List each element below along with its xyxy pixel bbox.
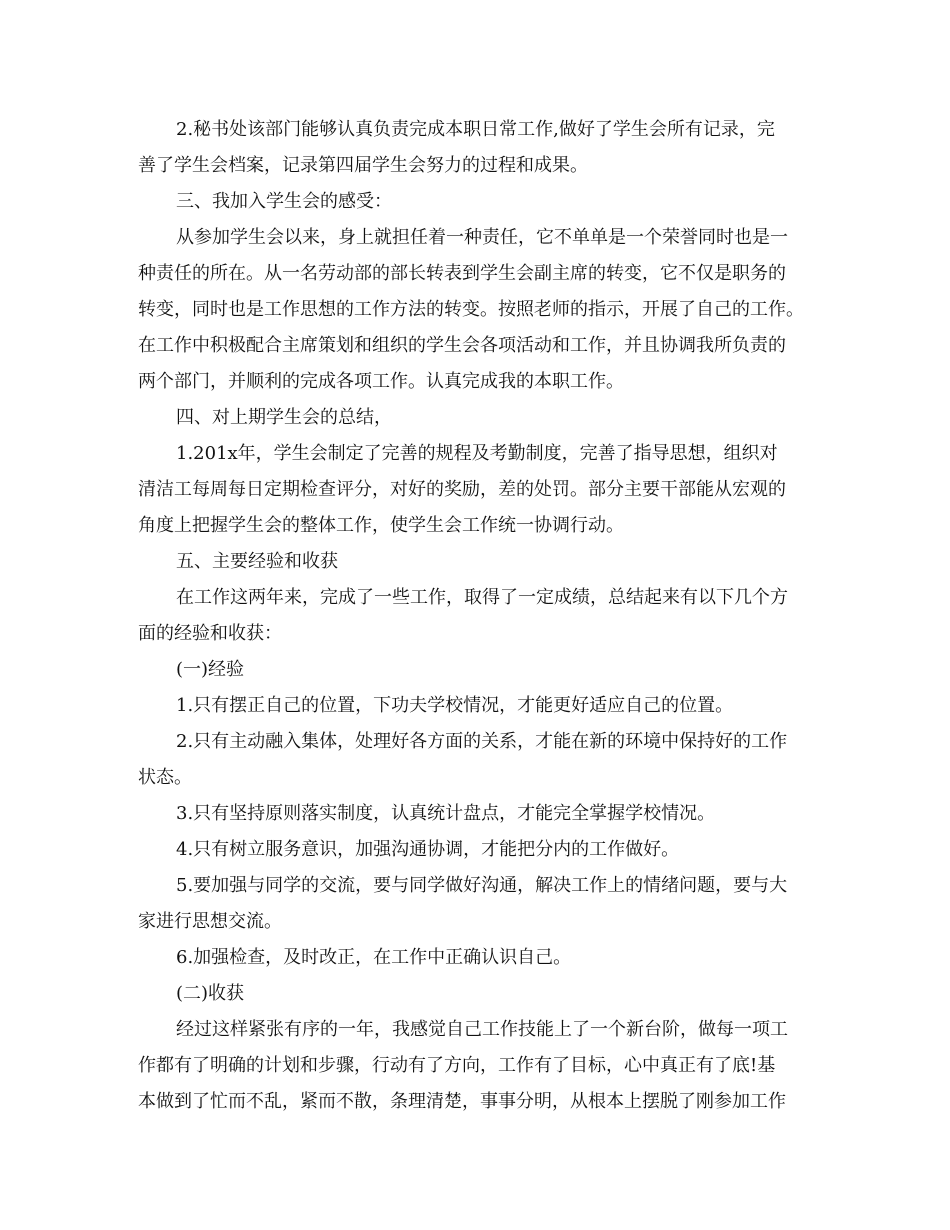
text-line: 作都有了明确的计划和步骤，行动有了方向，工作有了目标，心中真正有了底!基 xyxy=(138,1055,776,1076)
text-line: 转变，同时也是工作思想的工作方法的转变。按照老师的指示，开展了自己的工作。 xyxy=(138,299,804,320)
text-line: 在工作这两年来，完成了一些工作，取得了一定成绩，总结起来有以下几个方 xyxy=(176,587,788,608)
text-line: 家进行思想交流。 xyxy=(138,911,282,932)
text-line: 从参加学生会以来，身上就担任着一种责任，它不单单是一个荣誉同时也是一 xyxy=(176,227,788,248)
text-line: 种责任的所在。从一名劳动部的部长转表到学生会副主席的转变，它不仅是职务的 xyxy=(138,263,786,284)
text-line: 角度上把握学生会的整体工作，使学生会工作统一协调行动。 xyxy=(138,515,624,536)
list-item: 5.要加强与同学的交流，要与同学做好沟通，解决工作上的情绪问题，要与大 xyxy=(176,875,788,896)
text-line: 2.秘书处该部门能够认真负责完成本职日常工作,做好了学生会所有记录，完 xyxy=(176,119,775,140)
text-line: 清洁工每周每日定期检查评分，对好的奖励，差的处罚。部分主要干部能从宏观的 xyxy=(138,479,786,500)
text-line: 在工作中积极配合主席策划和组织的学生会各项活动和工作，并且协调我所负责的 xyxy=(138,335,786,356)
text-line: 善了学生会档案，记录第四届学生会努力的过程和成果。 xyxy=(138,155,588,176)
section-heading: 三、我加入学生会的感受： xyxy=(176,191,392,212)
text-line: 两个部门，并顺利的完成各项工作。认真完成我的本职工作。 xyxy=(138,371,624,392)
list-item: 2.只有主动融入集体，处理好各方面的关系，才能在新的环境中保持好的工作 xyxy=(176,731,788,752)
subsection-heading: (二)收获 xyxy=(176,983,245,1004)
text-line: 1.201x年，学生会制定了完善的规程及考勤制度，完善了指导思想，组织对 xyxy=(176,443,778,464)
list-item: 3.只有坚持原则落实制度，认真统计盘点，才能完全掌握学校情况。 xyxy=(176,803,716,824)
subsection-heading: (一)经验 xyxy=(176,659,245,680)
section-heading: 四、对上期学生会的总结， xyxy=(176,407,392,428)
list-item: 6.加强检查，及时改正，在工作中正确认识自己。 xyxy=(176,947,572,968)
list-item: 4.只有树立服务意识，加强沟通协调，才能把分内的工作做好。 xyxy=(176,839,680,860)
text-line: 经过这样紧张有序的一年，我感觉自己工作技能上了一个新台阶，做每一项工 xyxy=(176,1019,788,1040)
list-item: 1.只有摆正自己的位置，下功夫学校情况，才能更好适应自己的位置。 xyxy=(176,695,734,716)
section-heading: 五、主要经验和收获 xyxy=(176,551,338,572)
text-line: 面的经验和收获： xyxy=(138,623,282,644)
text-line: 本做到了忙而不乱，紧而不散，条理清楚，事事分明，从根本上摆脱了刚参加工作 xyxy=(138,1091,786,1112)
text-line: 状态。 xyxy=(138,767,192,788)
